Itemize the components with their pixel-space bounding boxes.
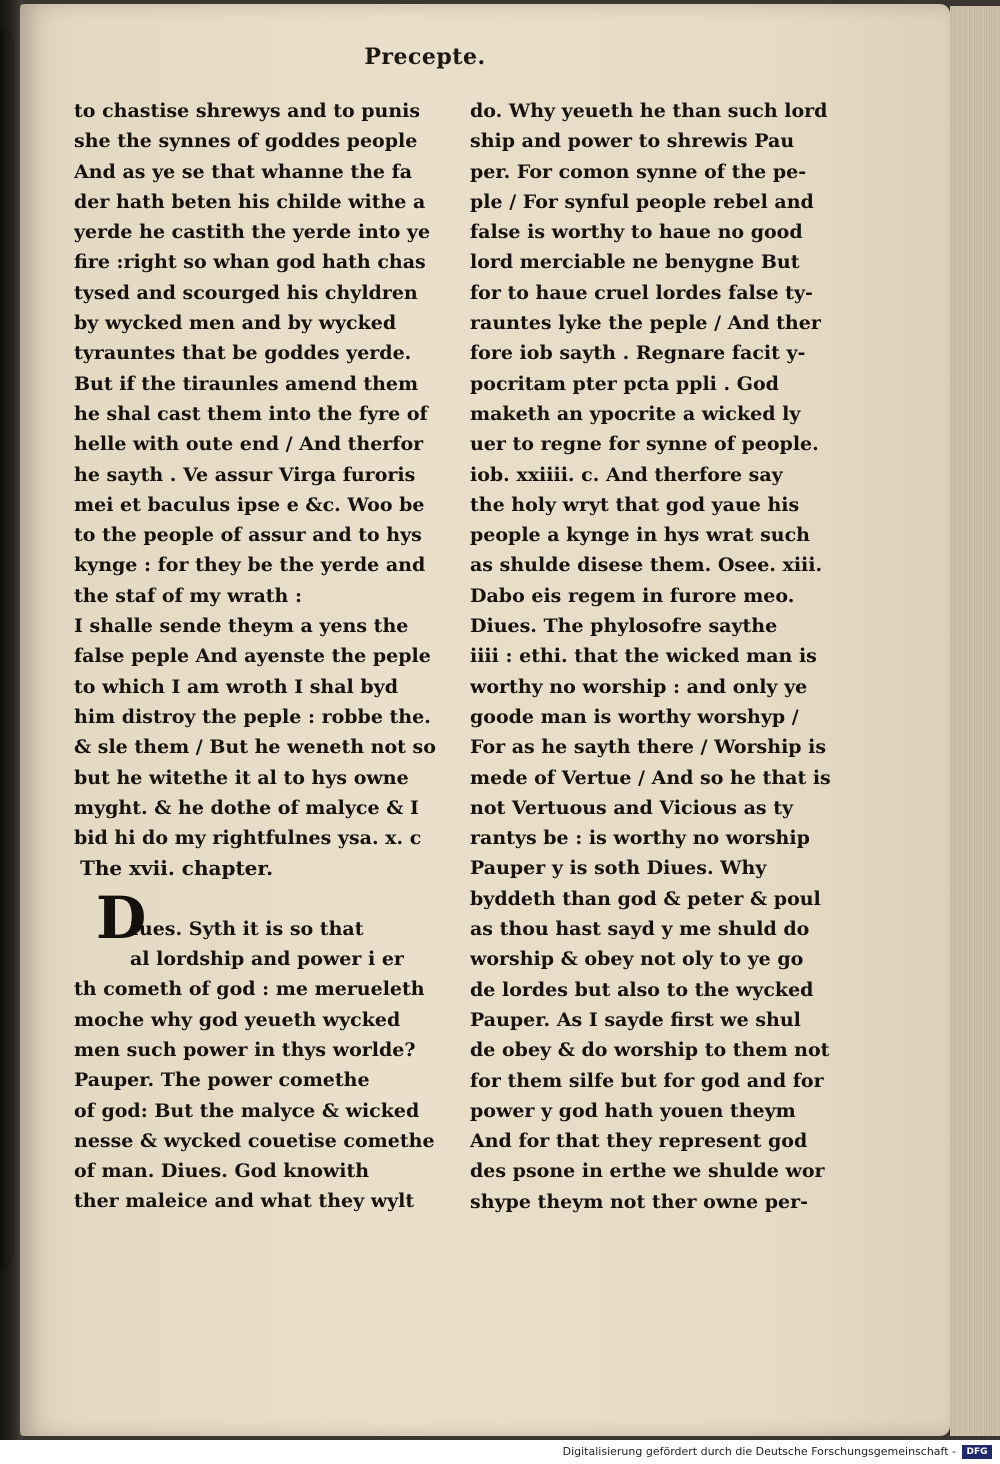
text-line: de obey & do worship to them not xyxy=(470,1039,830,1062)
drop-cap-initial: D xyxy=(96,884,147,952)
text-line: I shalle sende theym a yens the xyxy=(74,615,409,638)
text-line: mei et baculus ipse e &c. Woo be xyxy=(74,493,425,516)
text-line: de lordes but also to the wycked xyxy=(470,978,814,1001)
text-line: byddeth than god & peter & poul xyxy=(470,887,821,910)
text-line: fire :right so whan god hath chas xyxy=(74,251,426,274)
text-line: worship & obey not oly to ye go xyxy=(470,948,804,971)
text-line: yerde he castith the yerde into ye xyxy=(74,221,431,244)
text-line: as shulde disese them. Osee. xiii. xyxy=(470,554,823,577)
text-line: of god: But the malyce & wicked xyxy=(74,1099,420,1122)
text-line: ple / For synful people rebel and xyxy=(470,190,814,213)
text-line: pocritam pter pcta ppli . God xyxy=(470,372,779,395)
text-line: Dabo eis regem in furore meo. xyxy=(470,584,795,607)
text-line: as thou hast sayd y me shuld do xyxy=(470,918,810,941)
text-line: him distroy the peple : robbe the. xyxy=(74,705,431,728)
text-line: ship and power to shrewis Pau xyxy=(470,130,795,153)
text-line: th cometh of god : me merueleth xyxy=(74,978,425,1001)
text-line: men such power in thys worlde? xyxy=(74,1038,416,1061)
text-line: maketh an ypocrite a wicked ly xyxy=(470,402,801,425)
running-head: Precepte. xyxy=(364,44,486,70)
text-line: he sayth . Ve assur Virga furoris xyxy=(74,463,416,486)
text-line: by wycked men and by wycked xyxy=(74,312,397,335)
text-line: power y god hath youen theym xyxy=(470,1099,796,1122)
text-line: But if the tiraunles amend them xyxy=(74,372,419,395)
text-line: And as ye se that whanne the fa xyxy=(74,160,413,183)
text-line: iiii : ethi. that the wicked man is xyxy=(470,645,817,668)
footer-credit: Digitalisierung gefördert durch die Deutsche Forschungsgemeinschaft - xyxy=(562,1445,956,1458)
text-line: & sle them / But he weneth not so xyxy=(74,736,436,759)
text-line: ther maleice and what they wylt xyxy=(74,1190,415,1213)
text-line: for to haue cruel lordes false ty- xyxy=(470,281,813,304)
text-line: people a kynge in hys wrat such xyxy=(470,524,810,547)
text-line: fore iob sayth . Regnare facit y- xyxy=(470,342,806,365)
text-line: For as he sayth there / Worship is xyxy=(470,736,827,759)
text-line: Pauper. As I sayde first we shul xyxy=(470,1008,801,1031)
text-line: Pauper. The power comethe xyxy=(74,1069,370,1092)
text-line: shype theym not ther owne per- xyxy=(470,1190,808,1213)
text-line: she the synnes of goddes people xyxy=(74,130,418,153)
right-column-text xyxy=(470,96,840,1217)
text-line: to chastise shrewys and to punis xyxy=(74,100,421,122)
text-line: tysed and scourged his chyldren xyxy=(74,281,418,304)
text-line: the holy wryt that god yaue his xyxy=(470,493,800,516)
text-line: not Vertuous and Vicious as ty xyxy=(470,796,794,819)
text-line: the staf of my wrath : xyxy=(74,584,302,607)
text-line: per. For comon synne of the pe- xyxy=(470,160,807,183)
text-line: to which I am wroth I shal byd xyxy=(74,675,398,698)
text-line: al lordship and power i er xyxy=(130,948,404,971)
text-line: rantys be : is worthy no worship xyxy=(470,827,810,850)
dfg-logo: DFG xyxy=(962,1445,992,1459)
text-line: des psone in erthe we shulde wor xyxy=(470,1160,825,1183)
text-line: kynge : for they be the yerde and xyxy=(74,554,426,577)
text-line: nesse & wycked couetise comethe xyxy=(74,1129,435,1152)
text-line: myght. & he dothe of malyce & I xyxy=(74,796,419,819)
text-line: to the people of assur and to hys xyxy=(74,524,422,547)
text-line: der hath beten his childe withe a xyxy=(74,190,426,213)
text-line: Diues. The phylosofre saythe xyxy=(470,615,778,638)
left-text-column xyxy=(74,96,444,1217)
text-line: rauntes lyke the peple / And ther xyxy=(470,312,821,335)
left-column-text xyxy=(74,96,444,853)
text-line: bid hi do my rightfulnes ysa. x. c xyxy=(74,827,422,850)
text-line: false peple And ayenste the peple xyxy=(74,645,431,668)
text-line: iob. xxiiii. c. And therfore say xyxy=(470,463,783,486)
text-line: he shal cast them into the fyre of xyxy=(74,402,428,425)
text-line: tyrauntes that be goddes yerde. xyxy=(74,342,412,365)
text-line: worthy no worship : and only ye xyxy=(470,675,808,698)
text-line: goode man is worthy worshyp / xyxy=(470,705,799,728)
page-fore-edge xyxy=(950,6,1000,1436)
text-line: false is worthy to haue no good xyxy=(470,221,803,244)
text-line: moche why god yeueth wycked xyxy=(74,1008,401,1031)
text-line: And for that they represent god xyxy=(470,1130,808,1153)
text-line: lord merciable ne benygne But xyxy=(470,251,800,274)
chapter-heading: The xvii. chapter. xyxy=(80,856,274,881)
text-line: of man. Diues. God knowith xyxy=(74,1160,370,1183)
text-line: Pauper y is soth Diues. Why xyxy=(470,857,767,880)
text-line: uer to regne for synne of people. xyxy=(470,433,819,456)
text-line: mede of Vertue / And so he that is xyxy=(470,766,831,789)
text-line: helle with oute end / And therfor xyxy=(74,433,424,456)
right-text-column xyxy=(470,96,840,1217)
text-line: but he witethe it al to hys owne xyxy=(74,766,409,789)
text-line: do. Why yeueth he than such lord xyxy=(470,100,828,122)
digitization-footer xyxy=(0,1440,1000,1464)
left-column-chapter-text xyxy=(74,914,444,1217)
text-line: for them silfe but for god and for xyxy=(470,1069,824,1092)
text-line: Iues. Syth it is so that xyxy=(130,917,364,940)
left-page-edge xyxy=(0,30,14,1270)
